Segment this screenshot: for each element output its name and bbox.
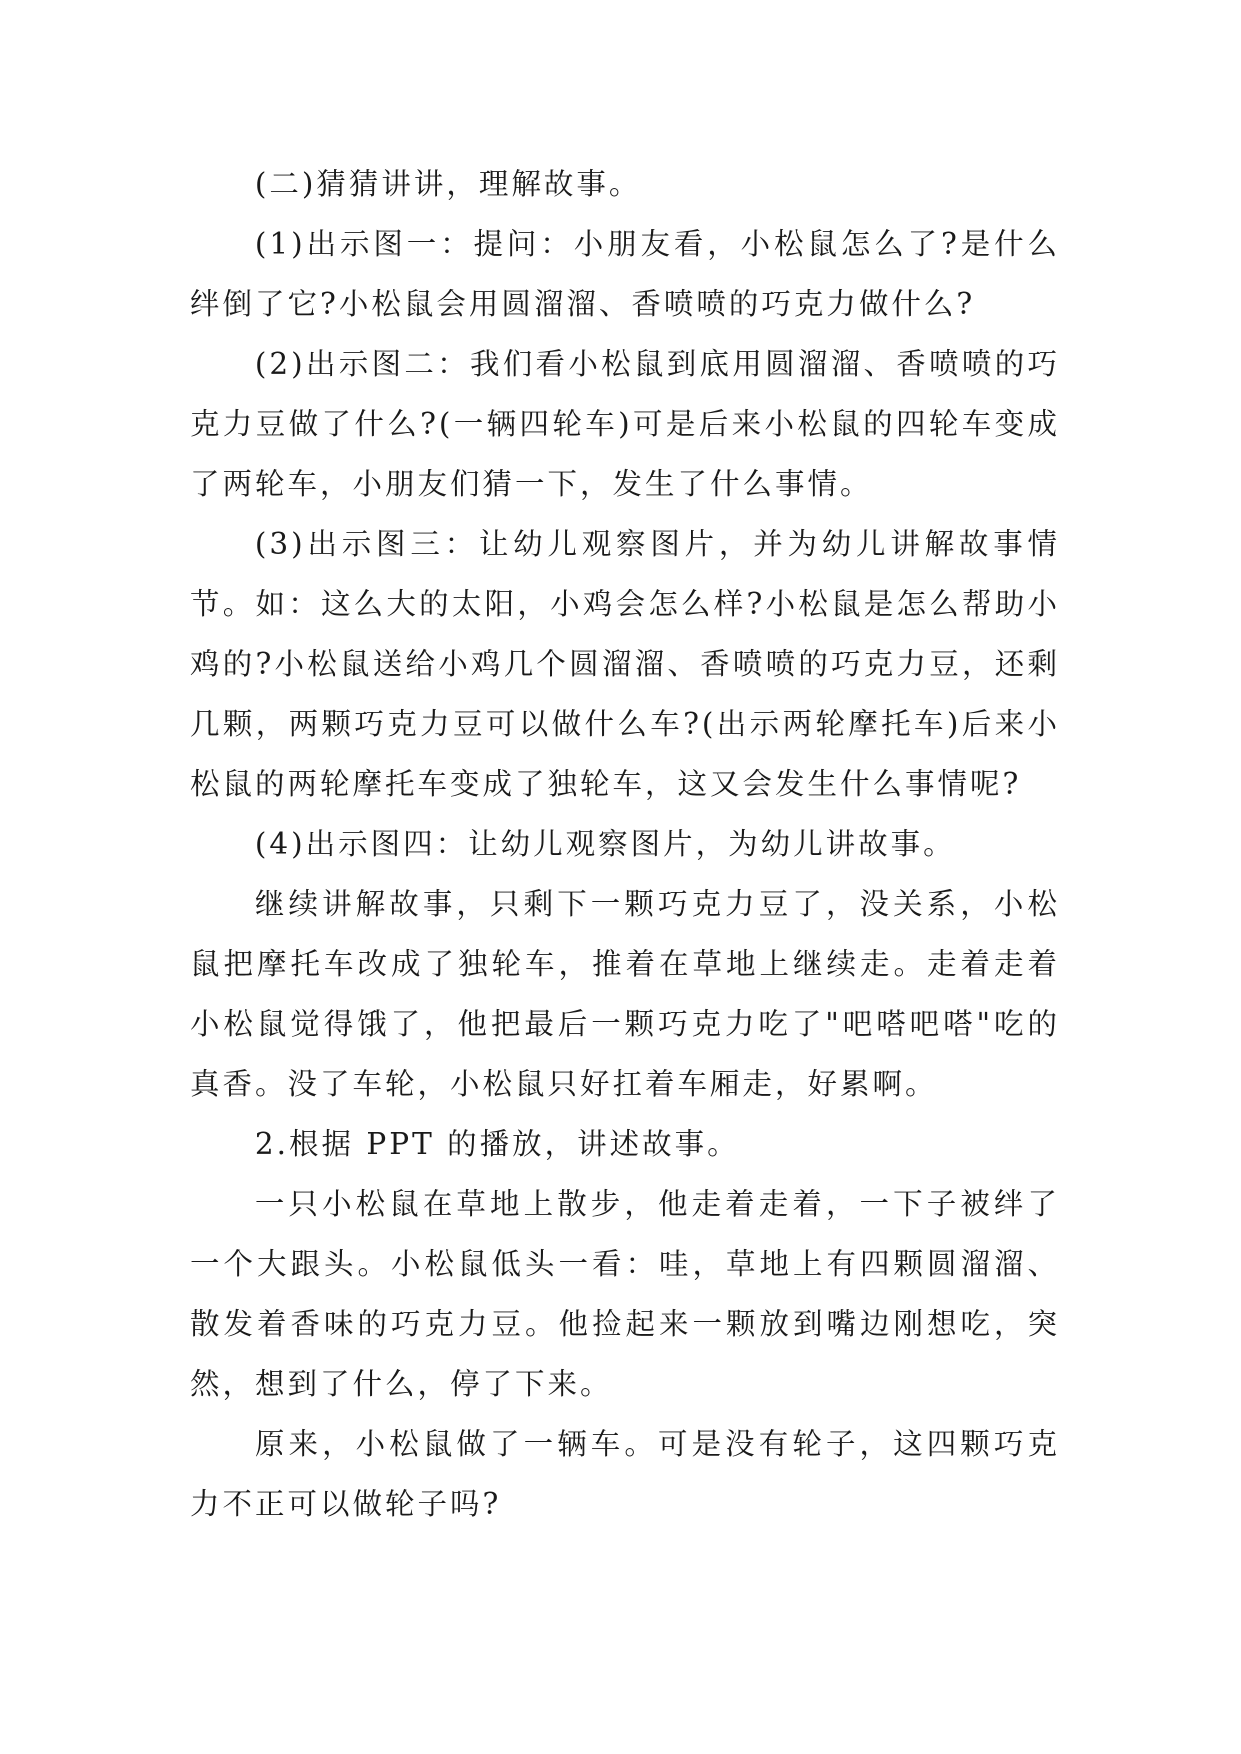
paragraph-story-2: 原来，小松鼠做了一辆车。可是没有轮子，这四颗巧克力不正可以做轮子吗? [190, 1427, 1060, 1521]
paragraph-step-1: (1)出示图一：提问：小朋友看，小松鼠怎么了?是什么绊倒了它?小松鼠会用圆溜溜、香喷喷的巧克力做什么? [190, 227, 1060, 321]
paragraph-step-4: (4)出示图四：让幼儿观察图片，为幼儿讲故事。 [254, 827, 956, 861]
paragraph-story-1: 一只小松鼠在草地上散步，他走着走着，一下子被绊了一个大跟头。小松鼠低头一看：哇，草地上有四颗圆溜溜、散发着香味的巧克力豆。他捡起来一颗放到嘴边刚想吃，突然，想到了什么，停了下来。 [190, 1187, 1060, 1401]
paragraph-section-heading: (二)猜猜讲讲，理解故事。 [254, 167, 642, 201]
paragraph-step-2: (2)出示图二：我们看小松鼠到底用圆溜溜、香喷喷的巧克力豆做了什么?(一辆四轮车)可是后来小松鼠的四轮车变成了两轮车，小朋友们猜一下，发生了什么事情。 [190, 347, 1060, 501]
paragraph-story-continue: 继续讲解故事，只剩下一颗巧克力豆了，没关系，小松鼠把摩托车改成了独轮车，推着在草地上继续走。走着走着小松鼠觉得饿了，他把最后一颗巧克力吃了"吧嗒吧嗒"吃的真香。没了车轮，小松鼠只好扛着车厢走，好累啊。 [190, 887, 1060, 1101]
paragraph-step-3: (3)出示图三：让幼儿观察图片，并为幼儿讲解故事情节。如：这么大的太阳，小鸡会怎么样?小松鼠是怎么帮助小鸡的?小松鼠送给小鸡几个圆溜溜、香喷喷的巧克力豆，还剩几颗，两颗巧克力豆可以做什么车?(出示两轮摩托车)后来小松鼠的两轮摩托车变成了独轮车，这又会发生什么事情呢? [190, 527, 1060, 801]
paragraph-ppt-heading: 2.根据 PPT 的播放，讲述故事。 [254, 1127, 740, 1161]
document-body [190, 154, 1060, 1534]
